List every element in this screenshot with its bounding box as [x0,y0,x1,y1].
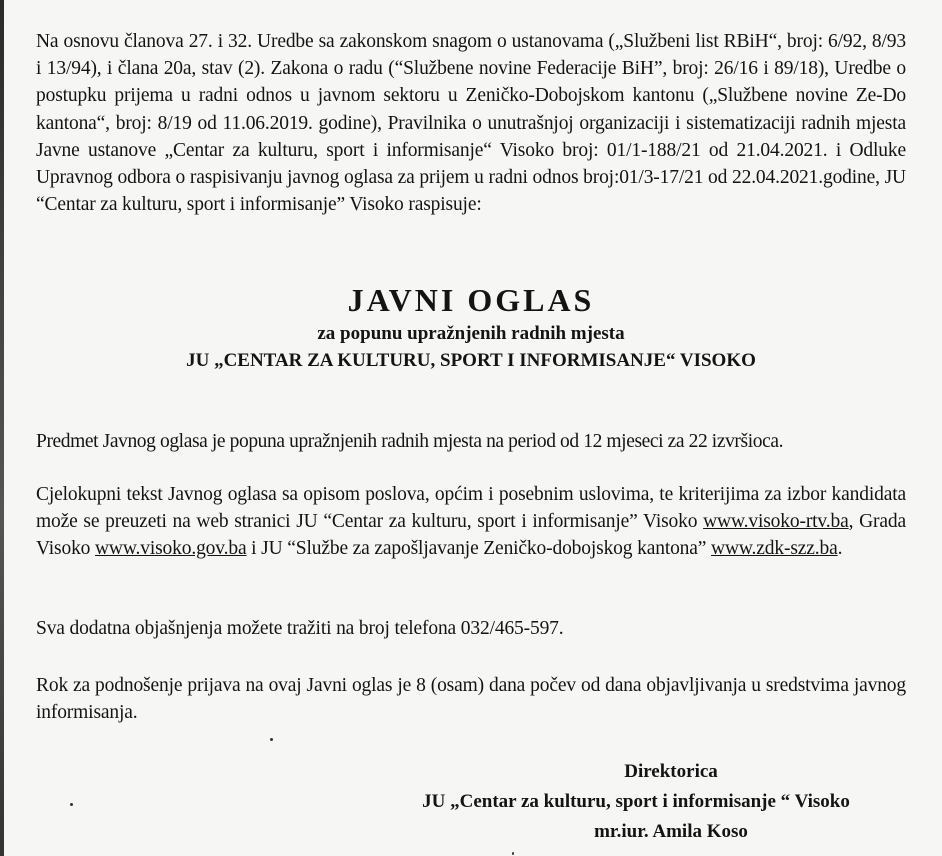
full-text-part4: . [837,538,843,560]
notice-institution: JU „CENTAR ZA KULTURU, SPORT I INFORMISANJE“ VISOKO [186,350,756,371]
full-text-paragraph [36,481,906,563]
visoko-gov-link[interactable]: www.visoko.gov.ba [95,538,247,560]
zdk-szz-link[interactable]: www.zdk-szz.ba [711,538,838,560]
signatory-role: Direktorica [624,761,718,782]
full-text-part1: Cjelokupni tekst Javnog oglasa sa opisom poslova, općim i posebnim uslovima, te kriterijima za izbor kandidata može se preuzeti na web stranici JU “Centar za kulturu, sport i informisanje” Visoko [36,484,906,533]
scan-speck [512,852,514,855]
deadline-paragraph: Rok za podnošenje prijava na ovaj Javni oglas je 8 (osam) dana počev od dana objavljivanja u sredstvima javnog informisanja. [36,675,906,724]
full-text-part2: , Grada Visoko [36,511,906,560]
notice-heading [36,280,906,374]
full-text-part3: i JU “Službe za zapošljavanje Zeničko-dobojskog kantona” [246,538,712,560]
scan-speck [270,738,273,741]
visoko-rtv-link[interactable]: www.visoko-rtv.ba [703,511,849,533]
left-border-line [0,0,4,856]
phone-paragraph: Sva dodatna objašnjenja možete tražiti na broj telefona 032/465-597. [36,618,564,639]
intro-paragraph: Na osnovu članova 27. i 32. Uredbe sa zakonskom snagom o ustanovama („Službeni list RBiH“, broj: 6/92, 8/93 i 13/94), i člana 20a, stav (2). Zakona o radu (“Službene novine Federacije BiH”, broj: 26/16 i 89/18), Uredbe o postupku prijema u radni odnos u javnom sektoru u Zeničko-Dobojskom kantonu („Službene novine Ze-Do kantona“, broj: 8/19 od 11.06.2019. godine), Pravilnika o unutrašnjoj organizaciji i sistematizaciji radnih mjesta Javne ustanove „Centar za kulturu, sport i informisanje“ Visoko broj: 01/1-188/21 od 21.04.2021. i Odluke Upravnog odbora o raspisivanju javnog oglasa za prijem u radni odnos broj:01/3-17/21 od 22.04.2021.godine, JU “Centar za kulturu, sport i informisanje” Visoko raspisuje: [36,31,906,216]
subject-paragraph: Predmet Javnog oglasa je popuna upražnjenih radnih mjesta na period od 12 mjeseci za 22 izvršioca. [36,431,784,452]
signatory-name: mr.iur. Amila Koso [594,821,748,842]
notice-title: JAVNI OGLAS [347,282,595,318]
scan-speck [70,803,73,806]
signature-block [346,757,906,847]
notice-subtitle: za popunu upražnjenih radnih mjesta [317,323,625,344]
signatory-institution: JU „Centar za kulturu, sport i informisanje “ Visoko [422,791,850,812]
